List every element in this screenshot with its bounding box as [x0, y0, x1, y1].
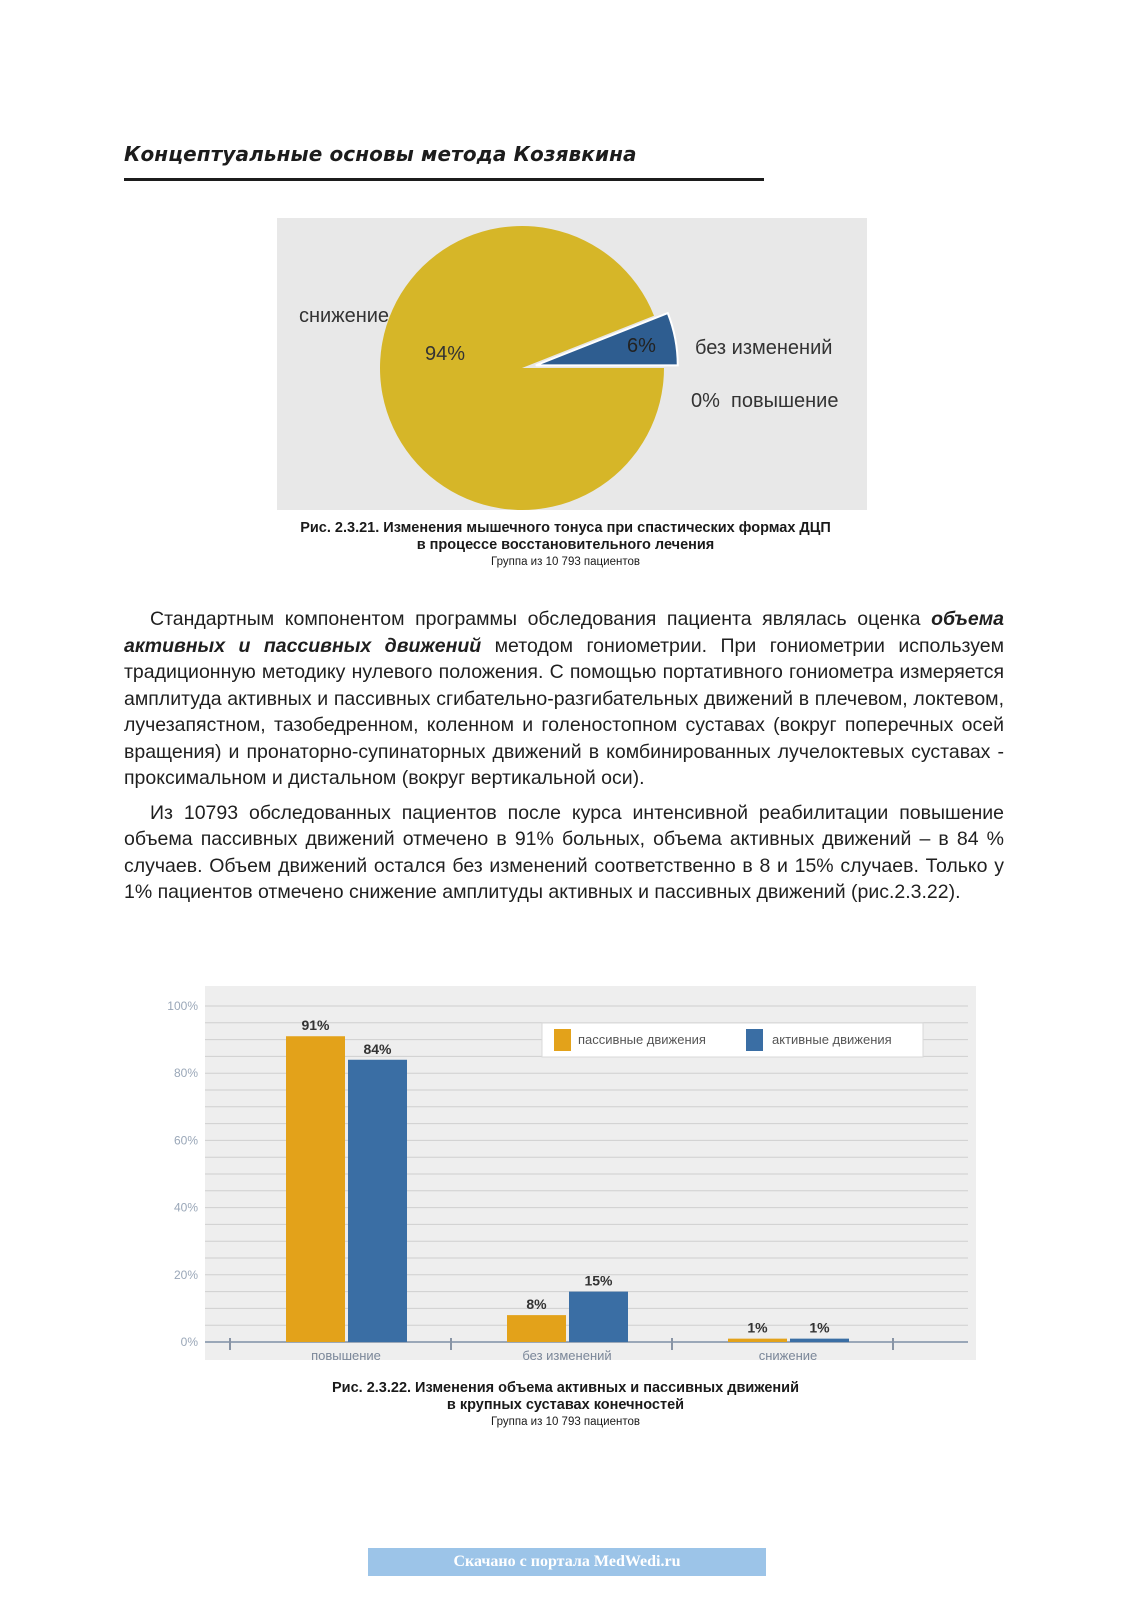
- figure2-caption-line2: в крупных суставах конечностей: [446, 1397, 685, 1413]
- pie-chart-figure: [277, 218, 867, 510]
- bar-active: [790, 1339, 849, 1342]
- pie-chart: [277, 218, 867, 510]
- pie-label-decrease: снижение: [299, 305, 390, 327]
- legend-label: активные движения: [772, 1032, 892, 1047]
- y-tick-label: 40%: [173, 1200, 198, 1215]
- figure1-caption-sub: Группа из 10 793 пациентов: [491, 556, 640, 568]
- paragraph-1-start: Стандартным компонентом программы обследования пациента являлась оценка: [150, 608, 932, 630]
- download-source-banner: Скачано с портала MedWedi.ru: [368, 1548, 766, 1576]
- bar-passive: [728, 1339, 787, 1342]
- bar-value-label: 91%: [301, 1017, 330, 1034]
- x-category-label: без изменений: [522, 1348, 612, 1363]
- pie-label-no-change: без изменений: [695, 337, 833, 359]
- bar-value-label: 8%: [526, 1296, 547, 1313]
- legend-swatch: [554, 1029, 571, 1051]
- figure2-caption: [0, 1380, 1131, 1430]
- legend-label: пассивные движения: [578, 1032, 706, 1047]
- paragraph-1-end: методом гониометрии. При гониометрии используем традиционную методику нулевого положения. С помощью портативного гониометра измеряется амплитуда активных и пассивных сгибательно-разгибательных движений в плечевом, локтевом, лучезапястном, тазобедренном, коленном и голеностопном суставах (вокруг поперечных осей вращения) и пронаторно-супинаторных движений в комбинированных лучелоктевых суставах - проксимальном и дистальном (вокруг вертикальной оси).: [124, 634, 1004, 789]
- y-tick-label: 100%: [167, 999, 198, 1013]
- paragraph-2: Из 10793 обследованных пациентов после курса интенсивной реабилитации повышение объема пассивных движений отмечено в 91% больных, объема активных движений – в 84 % случаев. Объем движений остался без изменений соответственно в 8 и 15% случаев. Только у 1% пациентов отмечено снижение амплитуды активных и пассивных движений (рис.2.3.22).: [124, 801, 1004, 903]
- bar-passive: [286, 1036, 345, 1342]
- figure1-caption-line1: Рис. 2.3.21. Изменения мышечного тонуса при спастических формах ДЦП: [300, 520, 831, 536]
- x-category-label: повышение: [311, 1348, 381, 1363]
- y-tick-label: 60%: [173, 1133, 198, 1148]
- paragraph-1: [124, 606, 1004, 792]
- figure1-caption-line2: в процессе восстановительного лечения: [416, 537, 715, 553]
- running-head: Концептуальные основы метода Козявкина: [124, 142, 637, 166]
- bar-value-label: 15%: [584, 1272, 613, 1289]
- x-category-label: снижение: [758, 1348, 818, 1363]
- bar-active: [348, 1060, 407, 1342]
- bar-chart: [150, 986, 976, 1370]
- body-text: [124, 606, 1004, 906]
- pie-label-increase: повышение: [731, 390, 839, 412]
- header-rule: [124, 178, 764, 181]
- pie-value-increase: 0%: [691, 390, 720, 412]
- y-tick-label: 80%: [173, 1066, 198, 1081]
- figure1-caption: [0, 520, 1131, 570]
- figure2-caption-line1: Рис. 2.3.22. Изменения объема активных и пассивных движений: [331, 1380, 800, 1396]
- legend-swatch: [746, 1029, 763, 1051]
- bar-value-label: 84%: [363, 1040, 392, 1057]
- paragraph-1-emphasis: объема активных и пассивных движений: [124, 608, 1004, 657]
- bar-value-label: 1%: [809, 1319, 830, 1336]
- bar-passive: [507, 1315, 566, 1342]
- pie-slice-decrease: [380, 226, 664, 510]
- y-tick-label: 20%: [173, 1267, 198, 1282]
- pie-value-no-change: 6%: [627, 335, 656, 357]
- y-tick-label: 0%: [180, 1335, 198, 1349]
- bar-value-label: 1%: [747, 1319, 768, 1336]
- bar-chart-figure: [150, 986, 976, 1370]
- pie-value-decrease: 94%: [425, 343, 466, 365]
- bar-active: [569, 1292, 628, 1342]
- figure2-caption-sub: Группа из 10 793 пациентов: [491, 1416, 640, 1428]
